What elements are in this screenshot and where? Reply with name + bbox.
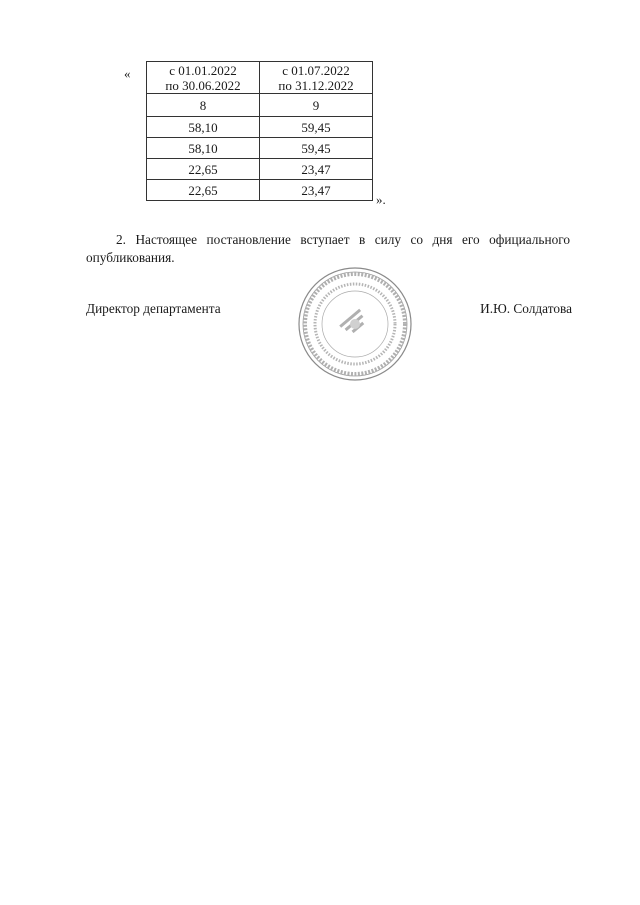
closing-quote: ». xyxy=(376,192,386,207)
table-cell: 59,45 xyxy=(260,138,373,159)
table-row xyxy=(147,117,373,138)
table-row xyxy=(147,180,373,201)
table-cell: 58,10 xyxy=(147,117,260,138)
column-number-row xyxy=(147,94,373,117)
table-cell: 23,47 xyxy=(260,159,373,180)
header-cell-period-2 xyxy=(260,62,373,94)
table-cell: 23,47 xyxy=(260,180,373,201)
header-period-2-from: с 01.07.2022 xyxy=(282,62,350,78)
effective-date-paragraph: 2. Настоящее постановление вступает в силу со дня его официального опубликования. xyxy=(86,232,570,265)
column-number-cell: 8 xyxy=(147,94,260,117)
opening-quote: « xyxy=(124,66,131,81)
signer-title: Директор департамента xyxy=(86,301,221,316)
official-seal xyxy=(296,265,414,383)
table-cell: 58,10 xyxy=(147,138,260,159)
signer-name: И.Ю. Солдатова xyxy=(480,301,572,316)
header-period-1-to: по 30.06.2022 xyxy=(165,77,241,93)
header-cell-period-1 xyxy=(147,62,260,94)
table-row xyxy=(147,138,373,159)
table-row xyxy=(147,159,373,180)
table-cell: 22,65 xyxy=(147,180,260,201)
header-period-1-from: с 01.01.2022 xyxy=(169,62,237,78)
table-cell: 22,65 xyxy=(147,159,260,180)
header-period-2-to: по 31.12.2022 xyxy=(278,77,354,93)
column-number-cell: 9 xyxy=(260,94,373,117)
table-header-row xyxy=(147,62,373,94)
rates-table xyxy=(146,61,373,201)
table-cell: 59,45 xyxy=(260,117,373,138)
